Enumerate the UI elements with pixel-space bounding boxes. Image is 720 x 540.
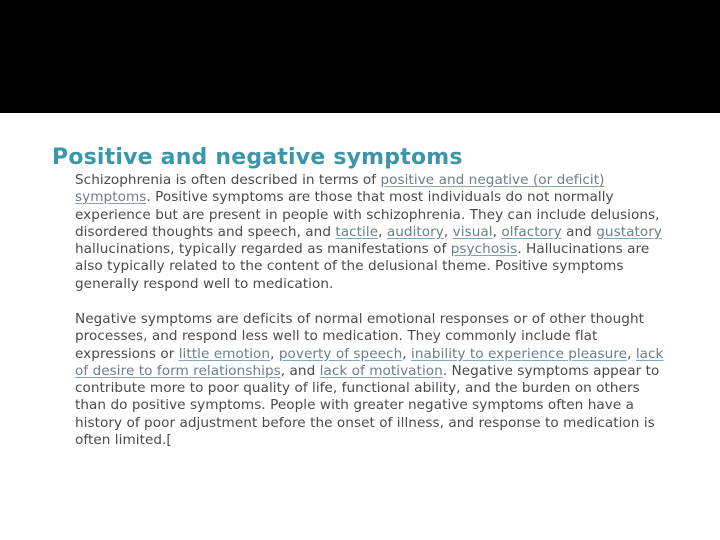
hyperlink[interactable]: inability to experience pleasure xyxy=(411,345,628,362)
hyperlink[interactable]: psychosis xyxy=(450,241,518,258)
hyperlink[interactable]: lack of motivation xyxy=(319,362,443,379)
body-text: Negative symptoms are deficits of normal emotional responses or of other thought processes, and respond less well to medication. They commonly include flat expressions or xyxy=(75,311,645,362)
body-text: and xyxy=(561,223,597,240)
body-text: hallucinations, typically regarded as manifestations of xyxy=(75,241,451,258)
body-text: [ xyxy=(166,432,172,449)
body-text: , xyxy=(627,345,636,362)
heading-title: Positive and negative symptoms xyxy=(52,145,463,170)
body-text: , xyxy=(378,223,387,240)
body-text: . Hallucinations are also typically related to the content of the delusional theme. Positive symptoms generally respond well to medication. xyxy=(75,241,650,292)
bullet-item-negative xyxy=(48,311,668,449)
hyperlink[interactable]: auditory xyxy=(386,223,444,240)
body-text: . Negative symptoms appear to contribute more to poor quality of life, functional ability, and the burden on others than do positive symptoms. People with greater negative symptoms often have a history of poor adjustment before the onset of illness, and response to medication is often limited. xyxy=(75,362,660,449)
body-text: , xyxy=(492,223,502,240)
slide-heading xyxy=(46,145,463,170)
body-text: , xyxy=(270,345,279,362)
body-text: . Positive symptoms are those that most individuals do not normally experience but are present in people with schizophrenia. They can include delusions, disordered thoughts and speech, and xyxy=(75,189,660,240)
top-black-band xyxy=(0,0,720,113)
hyperlink[interactable]: positive and negative (or deficit) symptoms xyxy=(75,172,605,206)
body-text: , xyxy=(443,223,453,240)
hyperlink[interactable]: poverty of speech xyxy=(278,345,403,362)
hyperlink[interactable]: tactile xyxy=(335,223,379,240)
body-text: , and xyxy=(280,362,320,379)
bullet-item-positive xyxy=(48,172,668,293)
hyperlink[interactable]: olfactory xyxy=(501,223,562,240)
body-text: Schizophrenia is often described in terms of xyxy=(75,172,381,188)
hyperlink[interactable]: little emotion xyxy=(178,345,271,362)
bullet-paragraph xyxy=(75,311,668,449)
bullet-paragraph xyxy=(75,172,668,293)
hyperlink[interactable]: lack of desire to form relationships xyxy=(75,345,664,379)
body-text: , xyxy=(402,345,412,362)
hyperlink[interactable]: visual xyxy=(452,223,493,240)
hyperlink[interactable]: gustatory xyxy=(596,223,662,240)
